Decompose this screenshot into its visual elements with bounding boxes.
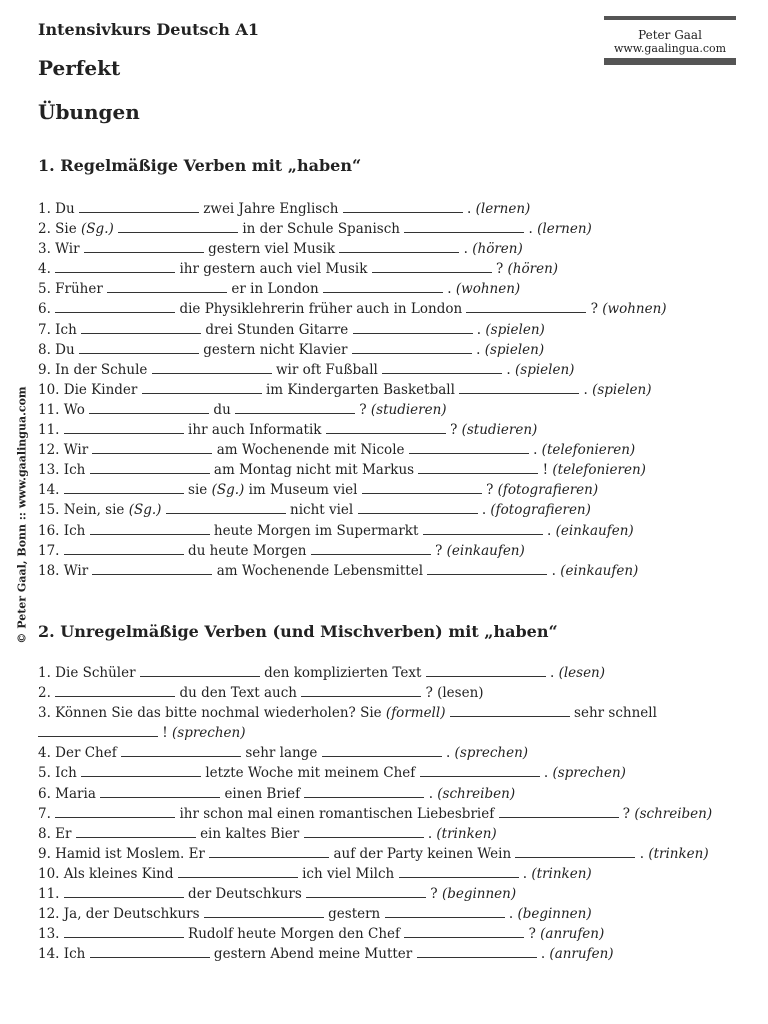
verb-hint: (Sg.): [211, 482, 245, 499]
answer-blank[interactable]: [55, 259, 175, 273]
answer-blank[interactable]: [353, 320, 473, 334]
exercise-line: [38, 400, 667, 420]
verb-hint: (studieren): [461, 422, 538, 439]
verb-hint: (fotografieren): [490, 502, 591, 519]
answer-blank[interactable]: [142, 380, 262, 394]
exercise-text: 4.: [38, 261, 56, 278]
verb-hint: (lernen): [537, 221, 592, 238]
exercise-line: [38, 541, 667, 561]
exercise-text: 10. Als kleines Kind: [38, 865, 178, 882]
answer-blank[interactable]: [55, 804, 175, 818]
answer-blank[interactable]: [382, 360, 502, 374]
answer-blank[interactable]: [306, 884, 426, 898]
exercise-text: gestern nicht Klavier: [198, 341, 352, 358]
exercise-text: .: [443, 281, 456, 298]
answer-blank[interactable]: [209, 844, 329, 858]
exercise-line: [38, 924, 712, 944]
verb-hint: (Sg.): [128, 502, 162, 519]
exercise-text: .: [472, 321, 486, 338]
answer-blank[interactable]: [409, 440, 529, 454]
verb-hint: (schreiben): [634, 805, 713, 822]
answer-blank[interactable]: [459, 380, 579, 394]
exercise-line: [38, 521, 667, 541]
exercise-line: [38, 884, 712, 904]
verb-hint: (schreiben): [437, 785, 516, 802]
exercise-text: am Wochenende mit Nicole: [212, 442, 409, 459]
answer-blank[interactable]: [304, 824, 424, 838]
exercise-line: [38, 824, 712, 844]
exercise-line: [38, 683, 712, 703]
exercise-text: 8. Er: [38, 825, 76, 842]
exercise-text: 4. Der Chef: [38, 745, 122, 762]
exercise-line: [38, 763, 712, 783]
verb-hint: (wohnen): [602, 301, 667, 318]
exercise-text: am Montag nicht mit Markus: [209, 462, 419, 479]
answer-blank[interactable]: [90, 460, 210, 474]
exercise-text: die Physiklehrerin früher auch in London: [175, 301, 467, 318]
exercise-text: gestern Abend meine Mutter: [209, 946, 417, 963]
page-subtitle: Übungen: [38, 100, 140, 124]
verb-hint: (telefonieren): [552, 462, 646, 479]
exercise-line: [38, 199, 667, 219]
exercise-line: [38, 864, 712, 884]
verb-hint: (spielen): [515, 361, 575, 378]
exercise-text: 9. In der Schule: [38, 361, 152, 378]
answer-blank[interactable]: [64, 924, 184, 938]
answer-blank[interactable]: [427, 561, 547, 575]
exercise-text: ?: [430, 542, 447, 559]
exercise-text: wir oft Fußball: [271, 361, 383, 378]
exercise-text: sehr lange: [241, 745, 322, 762]
exercise-text: 13. Ich: [38, 462, 90, 479]
answer-blank[interactable]: [362, 480, 482, 494]
exercise-text: ? (lesen): [421, 685, 484, 702]
exercise-text: .: [504, 906, 518, 923]
logo-divider-top: [604, 16, 736, 20]
answer-blank[interactable]: [81, 763, 201, 777]
answer-blank[interactable]: [322, 743, 442, 757]
verb-hint: (studieren): [370, 401, 447, 418]
exercise-text: gestern viel Musik: [203, 241, 340, 258]
exercise-text: .: [441, 745, 455, 762]
answer-blank[interactable]: [418, 460, 538, 474]
exercise-text: 6. Maria: [38, 785, 101, 802]
exercise-line: [38, 703, 712, 723]
verb-hint: (telefonieren): [541, 442, 636, 459]
answer-blank[interactable]: [343, 199, 463, 213]
exercise-text: drei Stunden Gitarre: [201, 321, 353, 338]
exercise-text: er in London: [227, 281, 323, 298]
exercise-line: [38, 340, 667, 360]
verb-hint: (wohnen): [455, 281, 521, 298]
exercise-text: 6.: [38, 301, 56, 318]
exercise-line: [38, 360, 667, 380]
answer-blank[interactable]: [311, 541, 431, 555]
exercise-line: [38, 440, 667, 460]
exercise-line: [38, 804, 712, 824]
answer-blank[interactable]: [166, 500, 286, 514]
copyright-notice: © Peter Gaal, Bonn :: www.gaalingua.com: [15, 386, 29, 644]
answer-blank[interactable]: [55, 299, 175, 313]
answer-blank[interactable]: [84, 239, 204, 253]
verb-hint: (hören): [472, 241, 523, 258]
verb-hint: (trinken): [436, 825, 497, 842]
verb-hint: (sprechen): [552, 765, 626, 782]
answer-blank[interactable]: [404, 219, 524, 233]
exercise-line: [38, 944, 712, 964]
course-title: Intensivkurs Deutsch A1: [38, 20, 260, 39]
verb-hint: (trinken): [531, 865, 592, 882]
author-url: www.gaalingua.com: [613, 42, 727, 55]
exercise-text: .: [459, 241, 473, 258]
answer-blank[interactable]: [121, 743, 241, 757]
exercise-text: 14.: [38, 482, 64, 499]
answer-blank[interactable]: [92, 440, 212, 454]
exercise-text: heute Morgen im Supermarkt: [209, 522, 423, 539]
answer-blank[interactable]: [64, 420, 184, 434]
exercise-text: ?: [586, 301, 603, 318]
answer-blank[interactable]: [358, 500, 478, 514]
verb-hint: (einkaufen): [446, 542, 525, 559]
answer-blank[interactable]: [466, 299, 586, 313]
exercise-text: ich viel Milch: [297, 865, 399, 882]
exercise-text: .: [524, 221, 538, 238]
answer-blank[interactable]: [55, 683, 175, 697]
exercise-text: du den Text auch: [175, 685, 302, 702]
exercise-line: [38, 219, 667, 239]
exercise-line: [38, 844, 712, 864]
verb-hint: (spielen): [485, 321, 545, 338]
author-logo: [604, 16, 736, 65]
exercise-text: auf der Party keinen Wein: [329, 845, 516, 862]
verb-hint: (formell): [385, 705, 446, 722]
exercise-text: ?: [426, 886, 442, 903]
exercise-text: .: [539, 765, 553, 782]
answer-blank[interactable]: [326, 420, 446, 434]
exercise-text: 18. Wir: [38, 562, 93, 579]
verb-hint: (lesen): [558, 665, 606, 681]
exercise-text: 1. Du: [38, 201, 79, 217]
exercise-text: 7. Ich: [38, 321, 82, 338]
exercise-text: .: [471, 341, 485, 358]
answer-blank[interactable]: [235, 400, 355, 414]
exercise-text: .: [502, 361, 515, 378]
author-name: Peter Gaal: [638, 28, 702, 42]
exercise-text: im Museum viel: [244, 482, 362, 499]
section-2-heading: 2. Unregelmäßige Verben (und Mischverben) mit „haben“: [38, 622, 558, 641]
logo-divider-bottom: [604, 58, 736, 65]
exercise-text: .: [477, 502, 491, 519]
exercise-text: 10. Die Kinder: [38, 381, 142, 398]
exercise-line: [38, 663, 712, 683]
answer-blank[interactable]: [339, 239, 459, 253]
exercise-text: 11.: [38, 886, 64, 903]
exercise-text: 3. Wir: [38, 241, 84, 258]
verb-hint: (hören): [507, 261, 559, 278]
exercise-text: 5. Früher: [38, 281, 108, 298]
answer-blank[interactable]: [118, 219, 238, 233]
exercise-text: 11.: [38, 422, 64, 439]
exercise-text: !: [158, 725, 173, 742]
answer-blank[interactable]: [323, 279, 443, 293]
exercise-line: [38, 480, 667, 500]
answer-blank[interactable]: [499, 804, 619, 818]
answer-blank[interactable]: [420, 763, 540, 777]
exercise-text: ?: [491, 261, 508, 278]
answer-blank[interactable]: [404, 924, 524, 938]
answer-blank[interactable]: [92, 561, 212, 575]
exercise-text: .: [462, 201, 476, 217]
exercise-text: ein kaltes Bier: [195, 825, 304, 842]
answer-blank[interactable]: [301, 683, 421, 697]
exercise-text: ihr schon mal einen romantischen Liebesbrief: [175, 805, 499, 822]
answer-blank[interactable]: [64, 480, 184, 494]
exercise-text: 15. Nein, sie: [38, 502, 129, 519]
verb-hint: (anrufen): [549, 946, 614, 963]
exercise-text: .: [528, 442, 542, 459]
answer-blank[interactable]: [304, 784, 424, 798]
verb-hint: (lernen): [475, 201, 531, 217]
exercise-text: .: [536, 946, 550, 963]
exercise-text: nicht viel: [285, 502, 358, 519]
answer-blank[interactable]: [38, 723, 158, 737]
answer-blank[interactable]: [352, 340, 472, 354]
verb-hint: (Sg.): [81, 221, 114, 238]
answer-blank[interactable]: [152, 360, 272, 374]
exercise-text: einen Brief: [220, 785, 305, 802]
exercise-text: ?: [481, 482, 498, 499]
exercise-text: .: [545, 665, 559, 681]
exercise-text: zwei Jahre Englisch: [198, 201, 343, 217]
exercise-line: [38, 743, 712, 763]
exercise-text: ihr auch Informatik: [183, 422, 326, 439]
exercise-text: ?: [445, 422, 462, 439]
verb-hint: (anrufen): [540, 926, 605, 943]
page-title: Perfekt: [38, 56, 121, 80]
exercise-text: .: [579, 381, 593, 398]
exercise-text: 2. Sie: [38, 221, 82, 238]
exercise-text: 14. Ich: [38, 946, 90, 963]
exercise-text: ihr gestern auch viel Musik: [175, 261, 372, 278]
exercise-text: .: [635, 845, 649, 862]
exercise-text: ?: [618, 805, 635, 822]
exercise-text: letzte Woche mit meinem Chef: [201, 765, 420, 782]
exercise-text: .: [424, 785, 438, 802]
section-2-exercises: [38, 663, 712, 964]
exercise-text: in der Schule Spanisch: [238, 221, 405, 238]
exercise-line: [38, 279, 667, 299]
answer-blank[interactable]: [385, 904, 505, 918]
answer-blank[interactable]: [515, 844, 635, 858]
exercise-text: ?: [355, 401, 371, 418]
answer-blank[interactable]: [140, 663, 260, 677]
answer-blank[interactable]: [76, 824, 196, 838]
exercise-line: [38, 784, 712, 804]
exercise-text: du heute Morgen: [183, 542, 311, 559]
exercise-text: 16. Ich: [38, 522, 90, 539]
exercise-text: am Wochenende Lebensmittel: [212, 562, 428, 579]
answer-blank[interactable]: [450, 703, 570, 717]
exercise-text: 3. Können Sie das bitte nochmal wiederholen? Sie: [38, 705, 386, 722]
answer-blank[interactable]: [399, 864, 519, 878]
exercise-text: 11. Wo: [38, 401, 90, 418]
exercise-text: .: [518, 865, 532, 882]
exercise-line: [38, 299, 667, 319]
answer-blank[interactable]: [178, 864, 298, 878]
exercise-text: sehr schnell: [569, 705, 657, 722]
exercise-text: 9. Hamid ist Moslem. Er: [38, 845, 210, 862]
exercise-text: du: [209, 401, 236, 418]
exercise-line: [38, 420, 667, 440]
answer-blank[interactable]: [107, 279, 227, 293]
answer-blank[interactable]: [79, 199, 199, 213]
exercise-text: !: [538, 462, 553, 479]
answer-blank[interactable]: [89, 400, 209, 414]
exercise-text: 5. Ich: [38, 765, 82, 782]
answer-blank[interactable]: [90, 521, 210, 535]
exercise-line: [38, 259, 667, 279]
answer-blank[interactable]: [64, 541, 184, 555]
verb-hint: (einkaufen): [560, 562, 639, 579]
verb-hint: (einkaufen): [555, 522, 634, 539]
exercise-text: Rudolf heute Morgen den Chef: [183, 926, 405, 943]
answer-blank[interactable]: [426, 663, 546, 677]
exercise-text: .: [423, 825, 437, 842]
section-1-heading: 1. Regelmäßige Verben mit „haben“: [38, 156, 362, 175]
answer-blank[interactable]: [372, 259, 492, 273]
verb-hint: (beginnen): [517, 906, 592, 923]
exercise-text: 2.: [38, 685, 56, 702]
exercise-text: den komplizierten Text: [259, 665, 426, 681]
exercise-text: .: [542, 522, 556, 539]
section-1-exercises: [38, 199, 667, 581]
exercise-line: [38, 904, 712, 924]
answer-blank[interactable]: [423, 521, 543, 535]
verb-hint: (trinken): [648, 845, 709, 862]
exercise-text: 7.: [38, 805, 56, 822]
answer-blank[interactable]: [204, 904, 324, 918]
exercise-text: ?: [524, 926, 541, 943]
exercise-text: 17.: [38, 542, 64, 559]
answer-blank[interactable]: [79, 340, 199, 354]
exercise-text: 1. Die Schüler: [38, 665, 140, 681]
exercise-line: [38, 561, 667, 581]
exercise-line: [38, 320, 667, 340]
verb-hint: (fotografieren): [497, 482, 599, 499]
exercise-line: [38, 239, 667, 259]
exercise-text: im Kindergarten Basketball: [261, 381, 460, 398]
exercise-text: .: [547, 562, 561, 579]
exercise-text: 8. Du: [38, 341, 79, 358]
exercise-text: 12. Ja, der Deutschkurs: [38, 906, 204, 923]
answer-blank[interactable]: [90, 944, 210, 958]
verb-hint: (beginnen): [441, 886, 517, 903]
exercise-line: [38, 500, 667, 520]
exercise-text: sie: [183, 482, 212, 499]
answer-blank[interactable]: [100, 784, 220, 798]
exercise-text: 13.: [38, 926, 64, 943]
exercise-text: gestern: [323, 906, 385, 923]
answer-blank[interactable]: [64, 884, 184, 898]
exercise-line: [38, 380, 667, 400]
exercise-line: [38, 460, 667, 480]
verb-hint: (spielen): [484, 341, 545, 358]
verb-hint: (sprechen): [454, 745, 529, 762]
verb-hint: (spielen): [592, 381, 652, 398]
exercise-text: 12. Wir: [38, 442, 93, 459]
answer-blank[interactable]: [81, 320, 201, 334]
exercise-text: der Deutschkurs: [183, 886, 307, 903]
answer-blank[interactable]: [417, 944, 537, 958]
exercise-line: [38, 723, 712, 743]
verb-hint: (sprechen): [172, 725, 246, 742]
